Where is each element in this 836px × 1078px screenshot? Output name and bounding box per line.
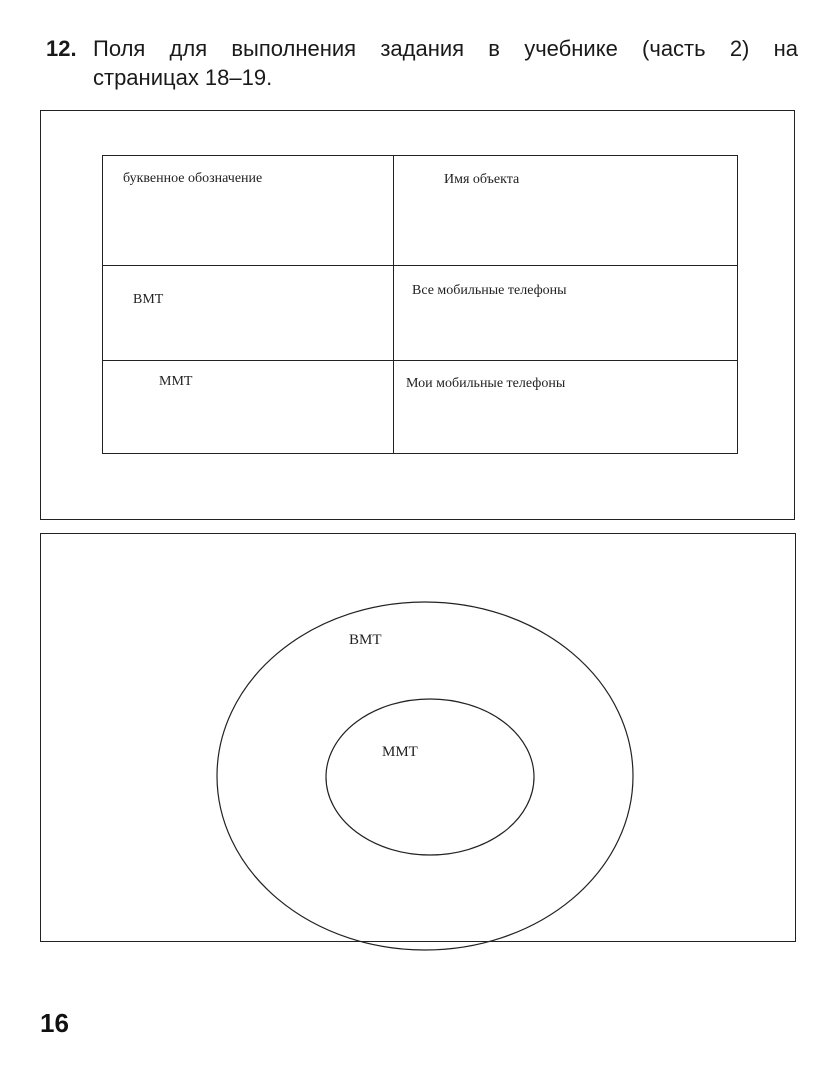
outer-set-label: ВМТ bbox=[349, 632, 382, 648]
task-word: 2) bbox=[729, 36, 750, 61]
table-header-row bbox=[103, 156, 738, 266]
task-text-line-1 bbox=[93, 34, 798, 63]
table-row bbox=[103, 361, 738, 454]
task-word: для bbox=[169, 36, 208, 61]
table-cell bbox=[394, 266, 738, 361]
table-cell bbox=[103, 156, 394, 266]
header-object-name: Имя объекта bbox=[444, 172, 520, 187]
row-object-name: Все мобильные телефоны bbox=[412, 283, 567, 298]
table-cell bbox=[394, 361, 738, 454]
task-word: (часть bbox=[642, 36, 706, 61]
page-number: 16 bbox=[40, 1008, 69, 1038]
answer-frame-diagram bbox=[40, 533, 796, 942]
task-word: выполнения bbox=[231, 36, 357, 61]
task-word: в bbox=[488, 36, 500, 61]
inner-set-label: ММТ bbox=[382, 744, 418, 760]
table-row bbox=[103, 266, 738, 361]
task-word: Поля bbox=[93, 36, 146, 61]
notation-table bbox=[102, 155, 738, 454]
table-cell bbox=[103, 266, 394, 361]
table-cell bbox=[394, 156, 738, 266]
row-object-name: Мои мобильные телефоны bbox=[406, 376, 566, 391]
task-text-line-2: страницах 18–19. bbox=[93, 65, 273, 90]
header-letter-notation: буквенное обозначение bbox=[123, 171, 263, 186]
table-cell bbox=[103, 361, 394, 454]
row-code: ВМТ bbox=[133, 292, 164, 307]
task-word: учебнике bbox=[524, 36, 618, 61]
task-word: задания bbox=[380, 36, 465, 61]
task-number: 12. bbox=[46, 36, 77, 61]
row-code: ММТ bbox=[159, 374, 193, 389]
task-word: на bbox=[773, 36, 798, 61]
